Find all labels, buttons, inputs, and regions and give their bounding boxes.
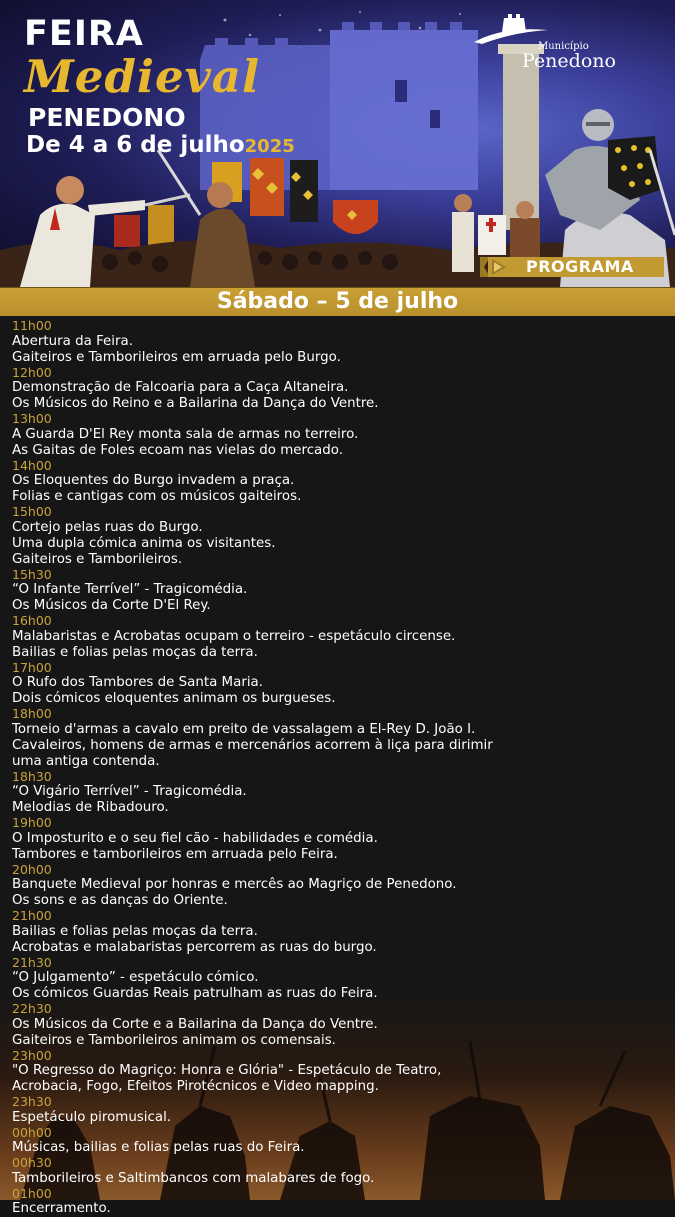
schedule-item (12, 459, 662, 506)
schedule-item (12, 1002, 662, 1049)
schedule-time: 00h30 (12, 1156, 662, 1171)
schedule-time: 17h00 (12, 661, 662, 676)
schedule-item (12, 770, 662, 817)
schedule-time: 19h00 (12, 816, 662, 831)
logo-municipio: Município (538, 41, 589, 52)
schedule-panel (0, 316, 675, 1200)
event-dates (26, 132, 295, 158)
schedule-description: Banquete Medieval por honras e mercês ao Magriço de Penedono. Os sons e as danças do Oriente. (12, 877, 662, 909)
schedule-time: 14h00 (12, 459, 662, 474)
schedule-description: Cortejo pelas ruas do Burgo. Uma dupla cómica anima os visitantes. Gaiteiros e Tamborileiros. (12, 520, 662, 568)
schedule-time: 11h00 (12, 319, 662, 334)
schedule-time: 12h00 (12, 366, 662, 381)
day-header-bar (0, 287, 675, 317)
schedule-time: 20h00 (12, 863, 662, 878)
schedule-item (12, 1156, 662, 1187)
schedule-item (12, 614, 662, 661)
schedule-description: Tamborileiros e Saltimbancos com malabares de fogo. (12, 1171, 662, 1187)
schedule-time: 21h30 (12, 956, 662, 971)
schedule-description: Espetáculo piromusical. (12, 1110, 662, 1126)
schedule-time: 15h00 (12, 505, 662, 520)
schedule-time: 00h00 (12, 1126, 662, 1141)
schedule-item (12, 909, 662, 956)
schedule-item (12, 319, 662, 366)
schedule-description: O Rufo dos Tambores de Santa Maria. Dois cómicos eloquentes animam os burgueses. (12, 675, 662, 707)
schedule-description: Bailias e folias pelas moças da terra. Acrobatas e malabaristas percorrem as ruas do burgo. (12, 924, 662, 956)
schedule-item (12, 568, 662, 615)
schedule-description: “O Vigário Terrível” - Tragicomédia. Melodias de Ribadouro. (12, 784, 662, 816)
title-medieval: Medieval (24, 50, 260, 103)
schedule-time: 18h30 (12, 770, 662, 785)
day-label: Sábado – 5 de julho (0, 288, 675, 316)
schedule-description: Os Músicos da Corte e a Bailarina da Dança do Ventre. Gaiteiros e Tamborileiros animam os comensais. (12, 1017, 662, 1049)
event-date-range: De 4 a 6 de julho (26, 132, 245, 158)
schedule-item (12, 366, 662, 413)
schedule-time: 15h30 (12, 568, 662, 583)
schedule-item (12, 412, 662, 459)
schedule-description: “O Julgamento” - espetáculo cómico. Os cómicos Guardas Reais patrulham as ruas do Feira. (12, 970, 662, 1002)
schedule-description: O Imposturito e o seu fiel cão - habilidades e comédia. Tambores e tamborileiros em arruada pelo Feira. (12, 831, 662, 863)
schedule-description: "O Regresso do Magriço: Honra e Glória" - Espetáculo de Teatro, Acrobacia, Fogo, Efeitos Pirotécnicos e Video mapping. (12, 1063, 662, 1095)
schedule-time: 23h00 (12, 1049, 662, 1064)
schedule-item (12, 956, 662, 1003)
schedule-item (12, 1187, 662, 1217)
schedule-item (12, 863, 662, 910)
municipality-logo (474, 12, 664, 72)
schedule-time: 23h30 (12, 1095, 662, 1110)
schedule-item (12, 1049, 662, 1096)
schedule-list (12, 319, 662, 1217)
schedule-description: Músicas, bailias e folias pelas ruas do Feira. (12, 1140, 662, 1156)
schedule-item (12, 505, 662, 568)
event-year: 2025 (245, 136, 295, 157)
schedule-description: Os Eloquentes do Burgo invadem a praça. Folias e cantigas com os músicos gaiteiros. (12, 473, 662, 505)
schedule-item (12, 816, 662, 863)
schedule-description: Malabaristas e Acrobatas ocupam o terreiro - espetáculo circense. Bailias e folias pelas moças da terra. (12, 629, 662, 661)
schedule-time: 22h30 (12, 1002, 662, 1017)
schedule-time: 01h00 (12, 1187, 662, 1202)
schedule-description: A Guarda D'El Rey monta sala de armas no terreiro. As Gaitas de Foles ecoam nas vielas do mercado. (12, 427, 662, 459)
schedule-item (12, 1095, 662, 1126)
schedule-description: Torneio d'armas a cavalo em preito de vassalagem a El-Rey D. João I. Cavaleiros, homens de armas e mercenários acorrem à liça para dirimir uma antiga contenda. (12, 722, 662, 770)
castle-logo-icon (474, 12, 554, 44)
programa-banner (480, 255, 666, 279)
schedule-description: Encerramento. (12, 1201, 662, 1217)
schedule-description: Demonstração de Falcoaria para a Caça Altaneira. Os Músicos do Reino e a Bailarina da Dança do Ventre. (12, 380, 662, 412)
schedule-item (12, 1126, 662, 1157)
logo-penedono: Penedono (522, 50, 616, 72)
schedule-description: “O Infante Terrível” - Tragicomédia. Os Músicos da Corte D'El Rey. (12, 582, 662, 614)
schedule-item (12, 707, 662, 770)
title-feira: FEIRA (24, 14, 144, 54)
schedule-time: 13h00 (12, 412, 662, 427)
schedule-time: 21h00 (12, 909, 662, 924)
schedule-item (12, 661, 662, 708)
programa-label: PROGRAMA (526, 257, 634, 276)
schedule-description: Abertura da Feira. Gaiteiros e Tamborileiros em arruada pelo Burgo. (12, 334, 662, 366)
schedule-time: 16h00 (12, 614, 662, 629)
event-location: PENEDONO (28, 103, 186, 132)
hero-banner (0, 0, 675, 287)
schedule-time: 18h00 (12, 707, 662, 722)
